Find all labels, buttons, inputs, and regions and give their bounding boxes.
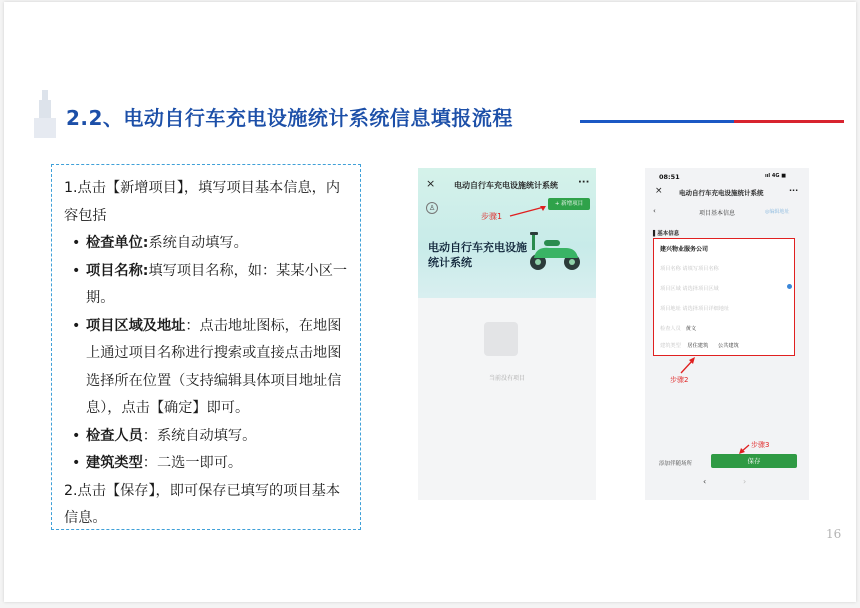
- app-title: [428, 240, 527, 270]
- bullet-text: ：系统自动填写。: [142, 427, 257, 444]
- inspector-value: 黄文: [685, 326, 697, 332]
- building-option-public[interactable]: 公共建筑: [718, 343, 739, 349]
- add-project-button[interactable]: + 新增项目: [548, 198, 590, 210]
- inspection-unit-field: 建兴物业服务公司: [660, 246, 709, 253]
- page-title: 2.2、电动自行车充电设施统计系统信息填报流程: [66, 106, 513, 130]
- title-bar-red: [734, 120, 844, 123]
- step3-label: 步骤3: [751, 441, 770, 449]
- add-companion-place-link[interactable]: 添加伴随场所: [659, 461, 693, 467]
- bullet-label: 建筑类型: [86, 455, 143, 471]
- field-list: [64, 230, 350, 478]
- app-title-line2: 统计系统: [428, 256, 472, 269]
- project-area-field[interactable]: 项目区域 请选择项目区域: [660, 286, 719, 292]
- building-option-residential[interactable]: 居住建筑: [687, 343, 709, 349]
- phone-screenshot-home: [418, 168, 596, 500]
- more-icon[interactable]: ···: [789, 186, 799, 195]
- bullet-label: 项目名称:: [86, 262, 149, 279]
- bullet-label: 项目区域及地址: [86, 317, 186, 334]
- bullet-item-inspection-unit: [64, 230, 350, 258]
- bullet-item-project-name: [64, 258, 350, 313]
- instructions-box: [51, 164, 361, 530]
- close-icon[interactable]: ×: [426, 177, 436, 190]
- app-title-line1: 电动自行车充电设施: [428, 241, 527, 254]
- back-icon[interactable]: ‹: [653, 207, 656, 215]
- nav-title: 电动自行车充电设施统计系统: [679, 189, 764, 197]
- nav-title: 电动自行车充电设施统计系统: [454, 181, 558, 190]
- step2-label: 步骤2: [670, 376, 689, 384]
- status-time: 08:51: [659, 173, 680, 181]
- next-page-icon[interactable]: ›: [743, 477, 747, 486]
- step1-label: 步骤1: [481, 212, 503, 221]
- bullet-item-inspector: [64, 423, 350, 451]
- bullet-icon: •: [72, 427, 81, 444]
- empty-state-text: 当前没有项目: [488, 375, 525, 382]
- scooter-icon: [526, 228, 584, 272]
- slide: [4, 2, 856, 602]
- bullet-text: ：点击地址图标，在地图上通过项目名称进行搜索或直接点击地图选择所在位置（支持编辑具体项目地址信息），点击【确定】即可。: [86, 317, 342, 416]
- bullet-item-building-type: [64, 450, 350, 478]
- bullet-item-project-address: [64, 313, 350, 423]
- sub-title: 项目基本信息: [699, 210, 736, 217]
- edit-address-link[interactable]: ◎编辑地址: [765, 209, 790, 215]
- save-button[interactable]: 保存: [711, 454, 797, 468]
- bullet-icon: •: [72, 317, 81, 334]
- project-name-field[interactable]: 项目名称 请填写项目名称: [660, 266, 719, 272]
- intro-text: 1.点击【新增项目】，填写项目基本信息，内容包括: [64, 180, 341, 224]
- user-icon[interactable]: ♙: [426, 202, 438, 214]
- outro-text: 2.点击【保存】，即可保存已填写的项目基本信息。: [64, 482, 341, 526]
- page-number: 16: [826, 527, 842, 541]
- building-watermark-icon: [34, 88, 56, 138]
- section-title: ▌基本信息: [653, 231, 680, 237]
- bullet-icon: •: [72, 262, 81, 279]
- building-type-label: 建筑类型: [660, 343, 681, 349]
- step-arrows-icon: [645, 168, 809, 500]
- bullet-label: 检查单位:: [86, 235, 149, 251]
- bullet-icon: •: [72, 455, 81, 471]
- empty-state-icon: [484, 322, 518, 356]
- title-bar-blue: [580, 120, 734, 123]
- inspector-label: 检查人员: [660, 326, 681, 332]
- prev-page-icon[interactable]: ‹: [703, 477, 707, 486]
- close-icon[interactable]: ×: [655, 186, 663, 196]
- bullet-text: ：二选一即可。: [142, 455, 243, 471]
- signal-icon: ııl 4G ■: [765, 173, 786, 179]
- phone1-navbar: [418, 176, 596, 194]
- phone-screenshot-form: [645, 168, 809, 500]
- bullet-text: 系统自动填写。: [148, 235, 248, 251]
- step1-arrow-icon: [508, 204, 548, 218]
- bullet-text: 填写项目名称，如：某某小区一期。: [86, 262, 348, 306]
- bullet-icon: •: [72, 235, 81, 251]
- project-address-field[interactable]: 项目地址 请选择项目详细地址: [660, 306, 730, 312]
- more-icon[interactable]: ···: [578, 177, 590, 188]
- bullet-label: 检查人员: [86, 427, 143, 444]
